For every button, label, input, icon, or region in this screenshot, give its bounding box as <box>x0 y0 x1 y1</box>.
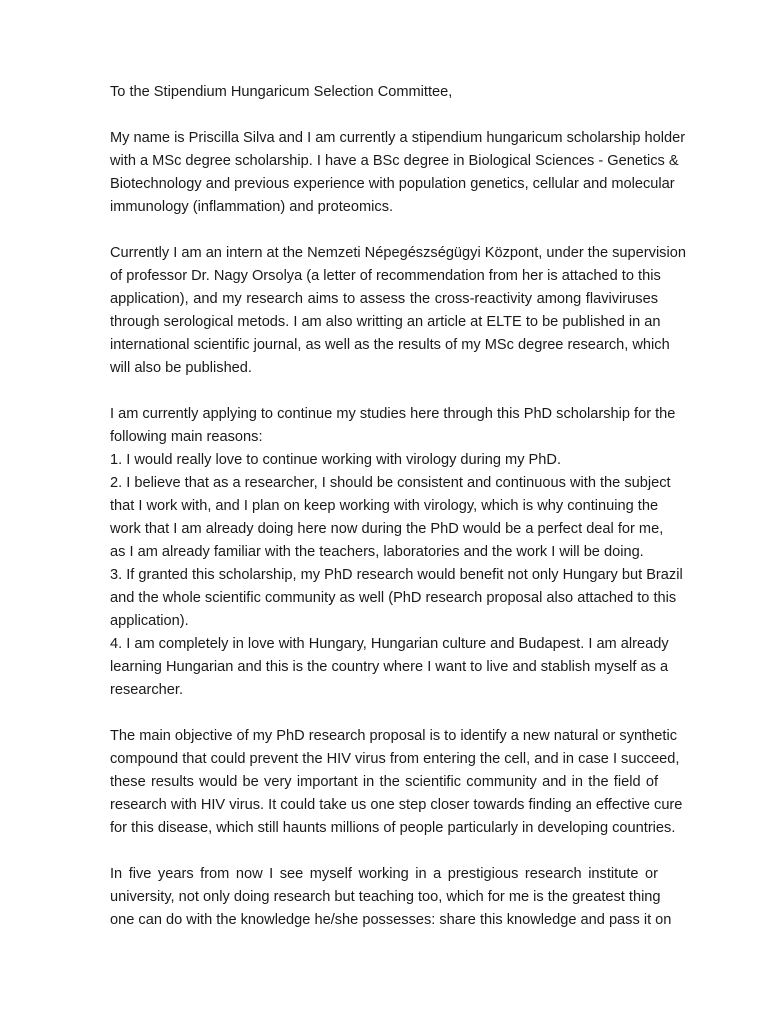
paragraph-2 <box>110 242 686 380</box>
text-line: with a MSc degree scholarship. I have a BSc degree in Biological Sciences - Genetics & <box>110 153 679 169</box>
paragraph-4 <box>110 725 683 840</box>
text-line: immunology (inflammation) and proteomics. <box>110 199 394 215</box>
text-line: I am currently applying to continue my studies here through this PhD scholarship for the <box>110 406 676 422</box>
text-line: one can do with the knowledge he/she possesses: share this knowledge and pass it on <box>110 912 672 928</box>
paragraph-gap <box>110 219 658 242</box>
list-item-2: 2. I believe that as a researcher, I should be consistent and continuous with the subject <box>110 475 671 491</box>
text-line: compound that could prevent the HIV virus from entering the cell, and in case I succeed, <box>110 751 680 767</box>
text-line: international scientific journal, as well as the results of my MSc degree research, which <box>110 337 670 353</box>
paragraph-5 <box>110 863 672 932</box>
paragraph-1 <box>110 127 686 219</box>
text-line: researcher. <box>110 682 184 698</box>
text-line: In five years from now I see myself working in a prestigious research institute or <box>110 866 658 882</box>
text-line: that I work with, and I plan on keep working with virology, which is why continuing the <box>110 498 659 514</box>
paragraph-gap <box>110 380 658 403</box>
text-line: following main reasons: <box>110 429 263 445</box>
text-line: application), and my research aims to assess the cross-reactivity among flaviviruses <box>110 291 658 307</box>
list-item-3: 3. If granted this scholarship, my PhD research would benefit not only Hungary but Brazil <box>110 567 683 583</box>
text-line: My name is Priscilla Silva and I am currently a stipendium hungaricum scholarship holder <box>110 130 686 146</box>
paragraph-gap <box>110 840 658 863</box>
text-line: through serological metods. I am also writting an article at ELTE to be published in an <box>110 314 661 330</box>
paragraph-gap <box>110 104 658 127</box>
text-line: university, not only doing research but teaching too, which for me is the greatest thing <box>110 889 661 905</box>
text-line: research with HIV virus. It could take us one step closer towards finding an effective cure <box>110 797 683 813</box>
salutation: To the Stipendium Hungaricum Selection Committee, <box>110 84 453 100</box>
text-line: Currently I am an intern at the Nemzeti Népegészségügyi Központ, under the supervision <box>110 245 686 261</box>
text-line: learning Hungarian and this is the country where I want to live and stablish myself as a <box>110 659 669 675</box>
text-line: for this disease, which still haunts millions of people particularly in developing countries. <box>110 820 676 836</box>
paragraph-gap <box>110 702 658 725</box>
letter-body <box>110 81 686 932</box>
paragraph-3 <box>110 403 683 702</box>
text-line: and the whole scientific community as well (PhD research proposal also attached to this <box>110 590 677 606</box>
list-item-1: 1. I would really love to continue working with virology during my PhD. <box>110 452 561 468</box>
text-line: these results would be very important in the scientific community and in the field of <box>110 774 658 790</box>
text-line: The main objective of my PhD research proposal is to identify a new natural or synthetic <box>110 728 677 744</box>
text-line: Biotechnology and previous experience with population genetics, cellular and molecular <box>110 176 675 192</box>
text-line: as I am already familiar with the teachers, laboratories and the work I will be doing. <box>110 544 644 560</box>
list-item-4: 4. I am completely in love with Hungary, Hungarian culture and Budapest. I am already <box>110 636 669 652</box>
text-line: work that I am already doing here now during the PhD would be a perfect deal for me, <box>110 521 664 537</box>
text-line: of professor Dr. Nagy Orsolya (a letter of recommendation from her is attached to this <box>110 268 661 284</box>
text-line: application). <box>110 613 189 629</box>
text-line: will also be published. <box>110 360 252 376</box>
